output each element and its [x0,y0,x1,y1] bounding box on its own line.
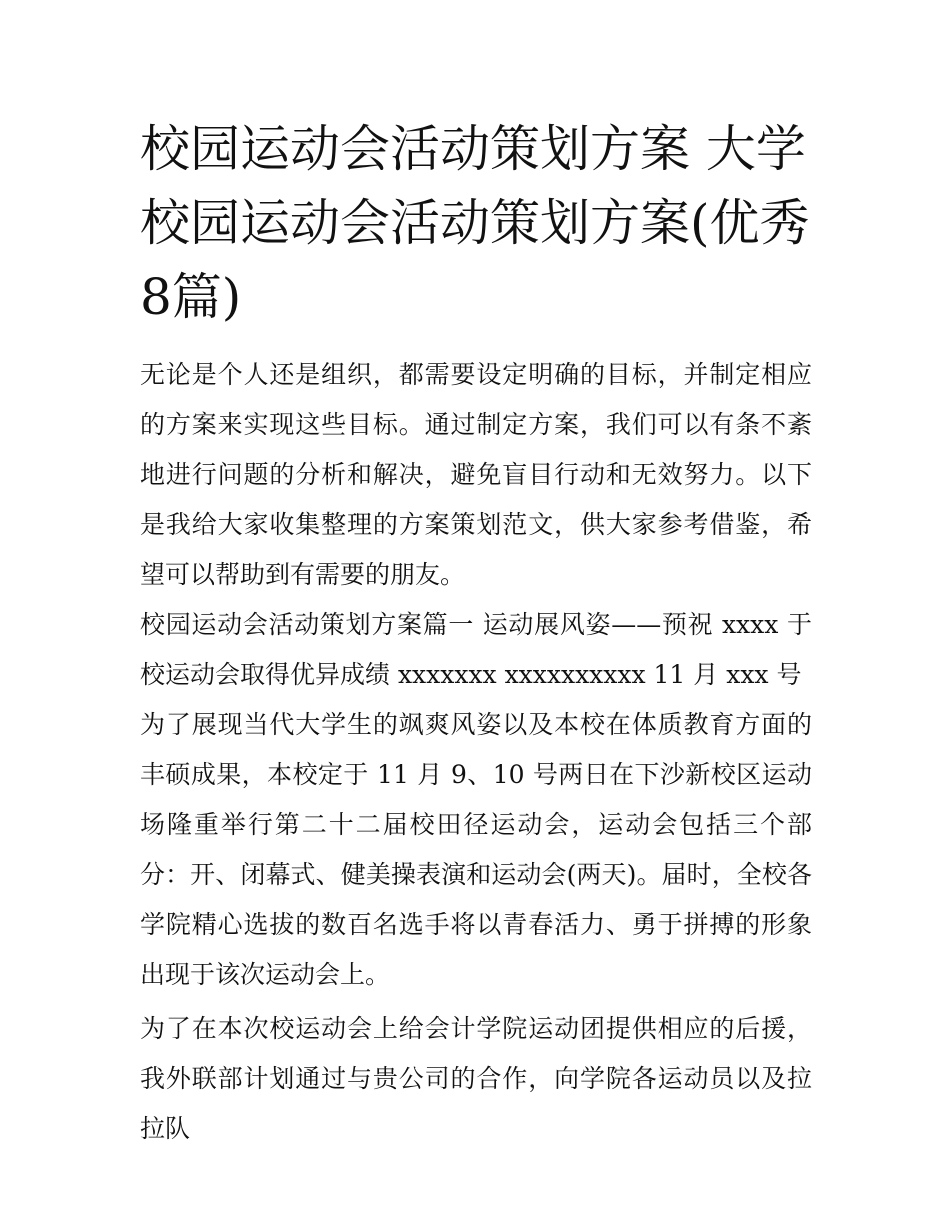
body-paragraph: 为了在本次校运动会上给会计学院运动团提供相应的后援，我外联部计划通过与贵公司的合作，向学院各运动员以及拉拉队 [140,1014,812,1143]
document-page [140,112,812,1154]
body-paragraph: 为了展现当代大学生的飒爽风姿以及本校在体质教育方面的丰硕成果，本校定于 11 月 9、10 号两日在下沙新校区运动场隆重举行第二十二届校田径运动会，运动会包括三个部分：开、闭幕式、健美操表演和运动会(两天)。届时，全校各学院精心选拔的数百名选手将以青春活力、勇于拼搏的形象出现于该次运动会上。 [140,710,812,989]
intro-paragraph: 无论是个人还是组织，都需要设定明确的目标，并制定相应的方案来实现这些目标。通过制定方案，我们可以有条不紊地进行问题的分析和解决，避免盲目行动和无效努力。以下是我给大家收集整理的方案策划范文，供大家参考借鉴，希望可以帮助到有需要的朋友。 [140,360,812,589]
section-heading-paragraph: 校园运动会活动策划方案篇一 运动展风姿——预祝 xxxx 于校运动会取得优异成绩 xxxxxxx xxxxxxxxxx 11 月 xxx 号 [140,610,812,689]
document-title: 校园运动会活动策划方案 大学校园运动会活动策划方案(优秀8篇) [140,120,810,326]
